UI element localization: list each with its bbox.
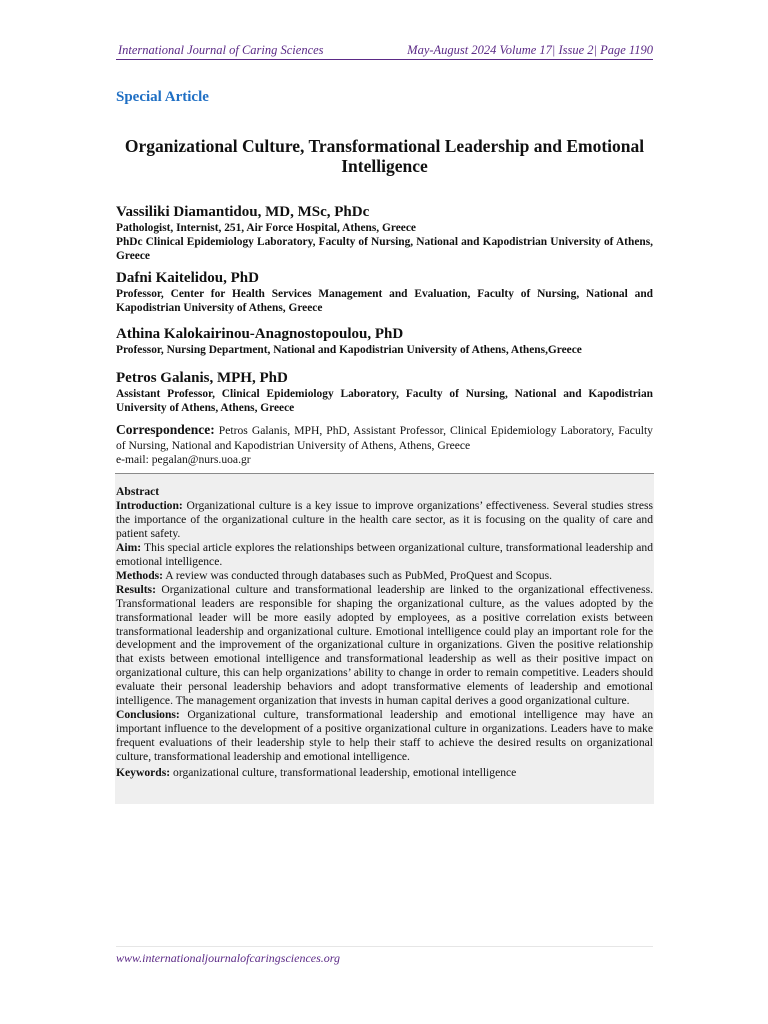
author-name: Vassiliki Diamantidou, MD, MSc, PhDc: [116, 204, 370, 220]
introduction-label: Introduction:: [116, 498, 183, 512]
methods-label: Methods:: [116, 568, 164, 582]
author-affiliation: Professor, Center for Health Services Management and Evaluation, Faculty of Nursing, National and Kapodistrian University of Athens, Greece: [116, 288, 653, 314]
correspondence-label: Correspondence:: [116, 422, 215, 437]
author-name: Petros Galanis, MPH, PhD: [116, 370, 288, 386]
keywords-label: Keywords:: [116, 766, 171, 780]
author-affiliation: Pathologist, Internist, 251, Air Force Hospital, Athens, Greece: [116, 222, 416, 234]
aim-label: Aim:: [116, 540, 142, 554]
methods-text: A review was conducted through databases such as PubMed, ProQuest and Scopus.: [165, 568, 552, 582]
abstract-heading: Abstract: [116, 485, 160, 498]
abstract-introduction: [116, 499, 653, 541]
author-block: [116, 325, 653, 357]
running-header: [116, 42, 653, 60]
results-label: Results:: [116, 582, 156, 596]
results-text: Organizational culture and transformational leadership are linked to the organizational effectiveness. Transformational leaders are responsible for shaping the organizational culture, as the values adopted by the transformational leader will be more easily adopted by employees, as a positive correlation exists between transformational leadership and organizational culture. Emotional intelligence could play an important role for the development and the improvement of the organizational culture in organizations. Given the positive relationship that exists between emotional intelligence and transformational leadership as well as their positive impact on organizational culture, this can help organizations’ ability to change in order to remain competitive. Leaders should evaluate their personal leadership behaviors and adopt transformative elements of leadership and emotional intelligence. The management organization that invests in human capital derives a good organizational culture.: [116, 582, 653, 708]
aim-text: This special article explores the relationships between organizational culture, transformational leadership and emotional intelligence.: [116, 540, 653, 568]
journal-url-link[interactable]: www.internationaljournalofcaringsciences.org: [116, 951, 340, 965]
abstract-aim: [116, 541, 653, 569]
abstract-box: [115, 473, 654, 804]
keywords-text: organizational culture, transformational leadership, emotional intelligence: [173, 766, 517, 780]
author-block: [116, 203, 653, 263]
author-affiliation: Professor, Nursing Department, National and Kapodistrian University of Athens, Athens,Greece: [116, 344, 582, 356]
article-type: Special Article: [116, 89, 209, 105]
author-affiliation: PhDc Clinical Epidemiology Laboratory, Faculty of Nursing, National and Kapodistrian University of Athens, Greece: [116, 236, 653, 262]
abstract-conclusions: [116, 708, 653, 764]
author-affiliation: Assistant Professor, Clinical Epidemiology Laboratory, Faculty of Nursing, National and Kapodistrian University of Athens, Athens, Greece: [116, 388, 653, 414]
author-name: Athina Kalokairinou-Anagnostopoulou, PhD: [116, 326, 404, 342]
author-list: [116, 203, 653, 468]
abstract-methods: [116, 569, 653, 583]
author-block: [116, 269, 653, 315]
conclusions-label: Conclusions:: [116, 708, 180, 722]
author-block: [116, 369, 653, 415]
issue-info: May-August 2024 Volume 17| Issue 2| Page 1190: [407, 43, 653, 57]
correspondence-text: Petros Galanis, MPH, PhD, Assistant Professor, Clinical Epidemiology Laboratory, Faculty of Nursing, National and Kapodistrian University of Athens, Athens, Greece: [116, 424, 653, 452]
correspondence: [116, 423, 653, 468]
page-footer: [116, 946, 653, 966]
abstract-results: [116, 583, 653, 709]
introduction-text: Organizational culture is a key issue to improve organizations’ effectiveness. Several studies stress the importance of the organizational culture in the health care sector, as it is focusing on the quality of care and patient safety.: [116, 498, 653, 540]
journal-name: International Journal of Caring Sciences: [118, 43, 324, 57]
author-name: Dafni Kaitelidou, PhD: [116, 270, 259, 286]
correspondence-email[interactable]: e-mail: pegalan@nurs.uoa.gr: [116, 453, 251, 466]
article-title: Organizational Culture, Transformational Leadership and Emotional Intelligence: [124, 136, 645, 176]
conclusions-text: Organizational culture, transformational leadership and emotional intelligence may have an important influence to the development of a positive organizational culture in organizations. Leaders have to make frequent evaluations of their leadership style to help their staff to achieve the desired results on organizational culture, transformational leadership and emotional intelligence.: [116, 708, 653, 764]
keywords: [116, 766, 653, 780]
